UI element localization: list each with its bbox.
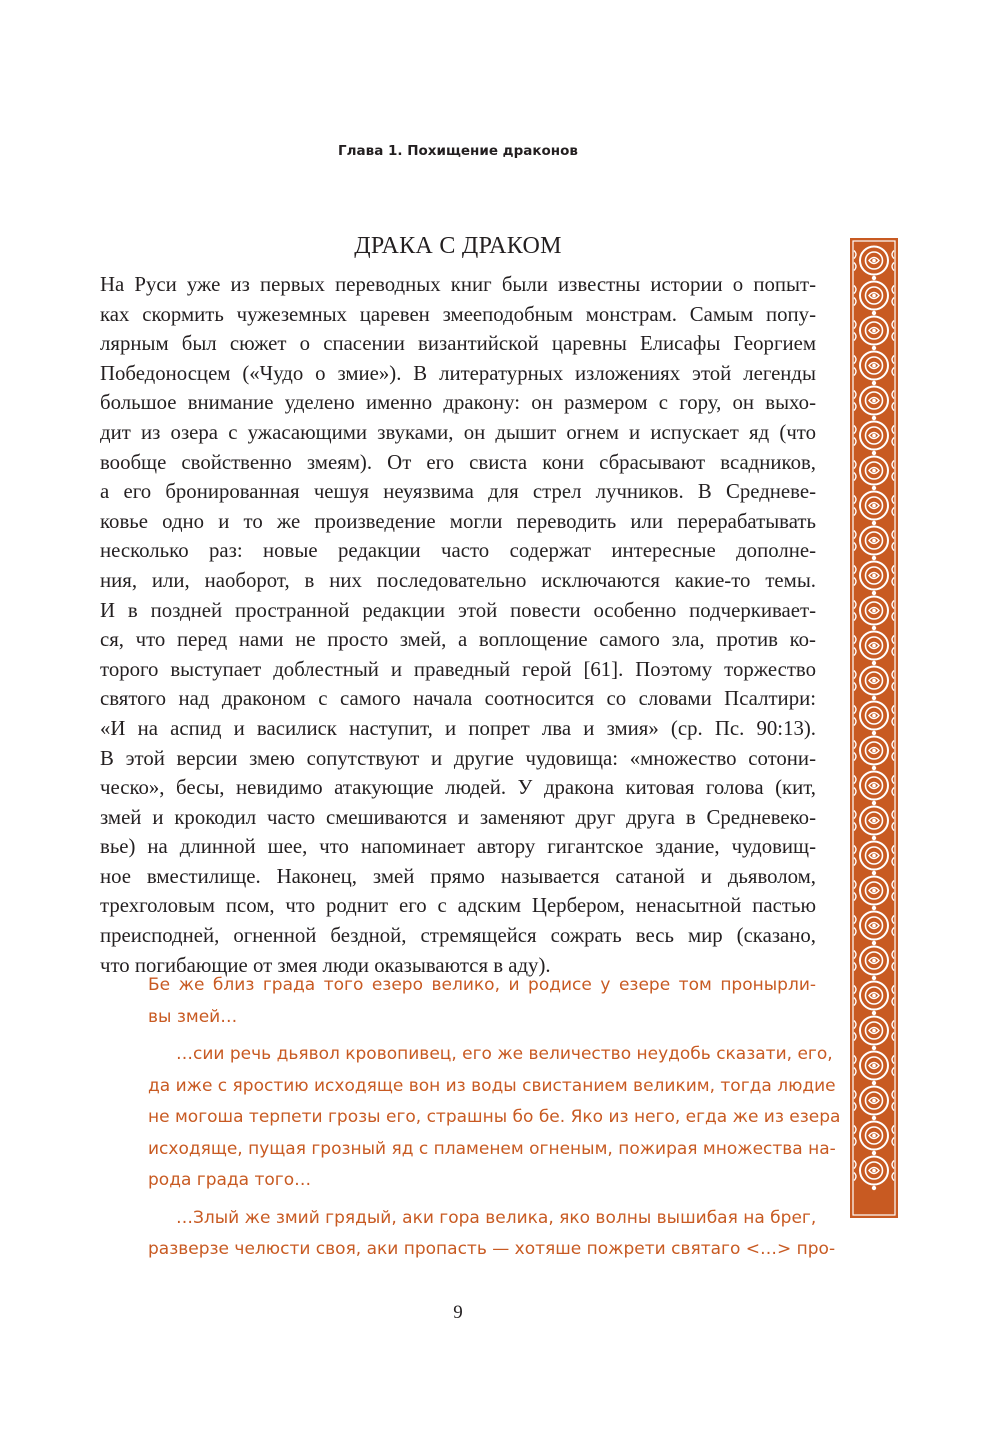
body-line: несколько раз: новые редакции часто содержат интересные дополне- xyxy=(100,539,816,563)
body-line: ческо», бесы, невидимо атакующие людей. У дракона китовая голова (кит, xyxy=(100,776,816,800)
quote-line: рода града того… xyxy=(148,1170,312,1190)
body-line: преисподней, огненной бездной, стремящейся сожрать весь мир (сказано, xyxy=(100,924,816,948)
ornamental-border-icon xyxy=(850,238,898,1218)
section-title: ДРАКА С ДРАКОМ xyxy=(354,233,562,259)
page-number: 9 xyxy=(453,1302,463,1323)
body-line: змей и крокодил часто смешиваются и заменяют друг друга в Средневеко- xyxy=(100,805,816,829)
body-line: святого над драконом с самого начала соотносится со словами Псалтири: xyxy=(100,687,816,711)
quotation-block xyxy=(148,970,841,1266)
quote-line: Бе же близ града того езеро велико, и родисе у езере том пронырли- xyxy=(148,975,816,995)
body-line: Победоносцем («Чудо о змие»). В литературных изложениях этой легенды xyxy=(100,361,816,385)
quote-line: разверзе челюсти своя, аки пропасть — хотяше пожрети святаго <…> про- xyxy=(148,1239,836,1259)
body-line: что погибающие от змея люди оказываются в аду). xyxy=(100,953,551,977)
quote-line: …Злый же змий грядый, аки гора велика, яко волны вышибая на брег, xyxy=(176,1207,817,1228)
body-line: лярным был сюжет о спасении византийской царевны Елисафы Георгием xyxy=(100,332,816,356)
quote-line: вы змей… xyxy=(148,1006,238,1027)
body-line: вообще свойственно змеям). От его свиста кони сбрасывают всадников, xyxy=(100,450,816,474)
body-line: а его бронированная чешуя неуязвима для стрел лучников. В Средневе- xyxy=(100,480,816,504)
body-line: большое внимание уделено именно дракону: он размером с гору, он выхо- xyxy=(100,391,816,415)
body-line: В этой версии змею сопутствуют и другие чудовища: «множество сотони- xyxy=(100,746,816,770)
body-line: «И на аспид и василиск наступит, и попрет лва и змия» (ср. Пс. 90:13). xyxy=(100,716,816,740)
body-line: На Руси уже из первых переводных книг были известны истории о попыт- xyxy=(100,273,816,296)
body-line: вье) на длинной шее, что напоминает автору гигантское здание, чудовищ- xyxy=(100,835,816,859)
quote-line: не могоша терпети грозы его, страшны бо бе. Яко из него, егда же из езера xyxy=(148,1107,841,1127)
body-line: дит из озера с ужасающими звуками, он дышит огнем и испускает яд (что xyxy=(100,420,816,444)
running-head: Глава 1. Похищение драконов xyxy=(338,143,578,159)
body-line: ковье одно и то же произведение могли переводить или перерабатывать xyxy=(100,509,816,533)
body-line: торого выступает доблестный и праведный герой [61]. Поэтому торжество xyxy=(100,657,816,681)
quote-line: …сии речь дьявол кровопивец, его же величество неудобь сказати, его, xyxy=(176,1044,833,1064)
body-line: трехголовым псом, что роднит его с адским Цербером, ненасытной пастью xyxy=(100,894,816,918)
body-line: ния, или, наоборот, в них последовательно исключаются какие-то темы. xyxy=(100,568,816,592)
quote-line: да иже с яростию исходяще вон из воды свистанием великим, тогда людие xyxy=(148,1075,836,1096)
quote-line: исходяще, пущая грозный яд с пламенем огненым, пожирая множества на- xyxy=(148,1138,836,1159)
body-line: ся, что перед нами не просто змей, а воплощение самого зла, против ко- xyxy=(100,628,816,652)
body-line: ках скормить чужеземных царевен змееподобным монстрам. Самым попу- xyxy=(100,302,816,326)
body-line: ное вместилище. Наконец, змей прямо называется сатаной и дьяволом, xyxy=(100,864,816,888)
body-text xyxy=(100,270,816,980)
body-line: И в поздней пространной редакции этой повести особенно подчеркивает- xyxy=(100,598,816,622)
